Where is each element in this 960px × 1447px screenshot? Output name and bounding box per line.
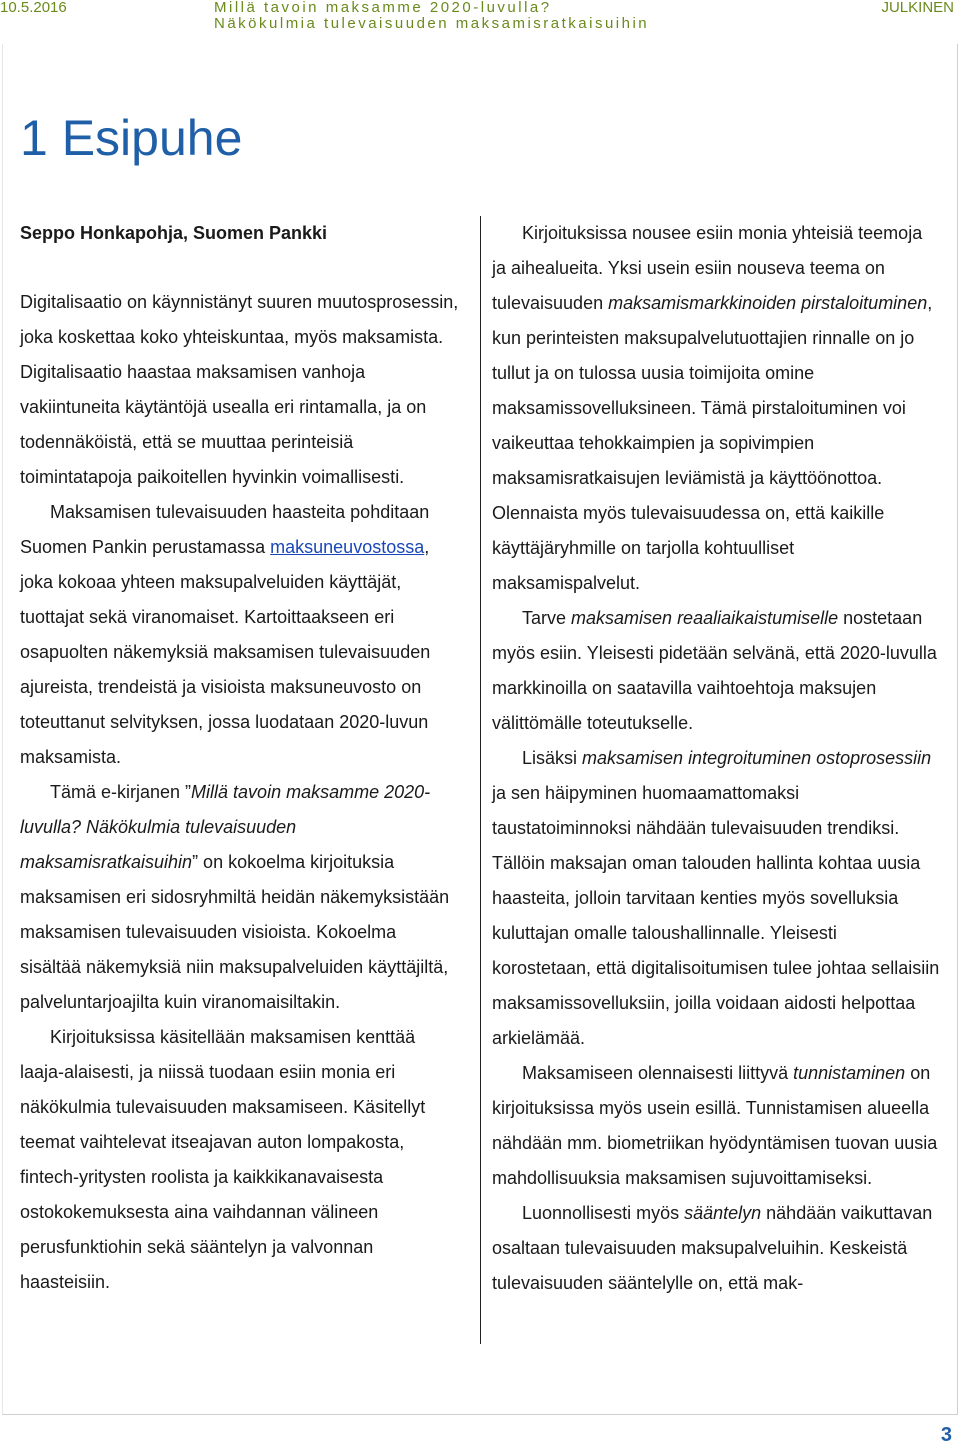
right-p4-text-a: Maksamiseen olennaisesti liittyvä bbox=[522, 1063, 794, 1083]
header-date: 10.5.2016 bbox=[0, 0, 67, 16]
header-title-line1: Millä tavoin maksamme 2020-luvulla? bbox=[214, 0, 552, 16]
right-p2-text-b: nostetaan myös esiin. Yleisesti pidetään selvänä, että 2020-luvulla markkinoilla on saatavilla vaihtoehtoja maksujen välittömälle toteutukselle. bbox=[492, 608, 937, 733]
header-classification: JULKINEN bbox=[881, 0, 954, 16]
right-paragraph-2 bbox=[492, 601, 940, 741]
right-column bbox=[492, 216, 940, 1301]
maksuneuvosto-link[interactable]: maksuneuvostossa bbox=[270, 537, 425, 557]
right-p5-emphasis: sääntelyn bbox=[684, 1203, 762, 1223]
right-p3-text-b: ja sen häipyminen huomaamattomaksi taustatoiminnoksi nähdään tulevaisuuden trendiksi. Tällöin maksajan oman talouden hallinta kohtaa uusia haasteita, jolloin tarvitaan kenties myös sovelluksia kuluttajan omalle taloushallinnalle. Yleisesti korostetaan, että digitalisoitumisen tulee johtaa sellaisiin maksamissovelluksiin, joilla voidaan aidosti helpottaa arkielämää. bbox=[492, 783, 940, 1048]
right-paragraph-1 bbox=[492, 216, 940, 601]
right-p1-text-b: , kun perinteisten maksupalvelutuottajien rinnalle on jo tullut ja on tulossa uusia toimijoita omine maksamissovelluksineen. Tämä pirstaloituminen voi vaikeuttaa tehokkaimpien ja sopivimpien maksamisratkaisujen leviämistä ja käyttöönottoa. Olennaista myös tulevaisuudessa on, että kaikille käyttäjäryhmille on tarjolla kohtuulliset maksamispalvelut. bbox=[492, 293, 933, 593]
left-paragraph-4: Kirjoituksissa käsitellään maksamisen kenttää laaja-alaisesti, ja niissä tuodaan esiin monia eri näkökulmia tulevaisuuden maksamiseen. Käsitellyt teemat vaihtelevat itseajavan auton lompakosta, fintech-yritysten roolista ja kaikkikanavaisesta ostokokemuksesta aina vaihdannan välineen perusfunktiohin sekä sääntelyn ja valvonnan haasteisiin. bbox=[20, 1027, 426, 1292]
right-p3-text-a: Lisäksi bbox=[522, 748, 583, 768]
page-number: 3 bbox=[940, 1424, 952, 1446]
right-p1-text-a: Kirjoituksissa nousee esiin monia yhteisiä teemoja ja aihealueita. Yksi usein esiin nouseva teema on tulevaisuuden bbox=[492, 223, 923, 313]
left-p2-text-b: , joka kokoaa yhteen maksupalveluiden käyttäjät, tuottajat sekä viranomaiset. Kartoittaakseen eri osapuolten näkemyksiä maksamisen tulevaisuuden ajureista, trendeistä ja visioista maksuneuvosto on toteuttanut selvityksen, jossa luodataan 2020-luvun maksamista. bbox=[20, 537, 431, 767]
right-p2-emphasis: maksamisen reaaliaikaistumiselle bbox=[571, 608, 839, 628]
left-column bbox=[20, 216, 460, 1300]
right-p5-text-b: nähdään vaikuttavan osaltaan tulevaisuuden maksupalveluihin. Keskeistä tulevaisuuden sääntelylle on, että mak- bbox=[492, 1203, 933, 1293]
right-paragraph-5 bbox=[492, 1196, 940, 1301]
right-p3-emphasis: maksamisen integroituminen ostoprosessiin bbox=[582, 748, 932, 768]
left-p3-text-b: ” on kokoelma kirjoituksia maksamisen eri sidosryhmiltä heidän näkemyksistään maksamisen tulevaisuuden visioista. Kokoelma sisältää näkemyksiä niin maksupalveluiden käyttäjiltä, palveluntarjoajilta kuin viranomaisiltakin. bbox=[20, 852, 450, 1012]
header-title-line2: Näkökulmia tulevaisuuden maksamisratkaisuihin bbox=[214, 15, 650, 32]
column-divider bbox=[480, 216, 481, 1344]
left-paragraph-2 bbox=[20, 495, 460, 775]
chapter-title: 1 Esipuhe bbox=[20, 110, 243, 166]
right-paragraph-4 bbox=[492, 1056, 940, 1196]
left-p3-text-a: Tämä e-kirjanen ” bbox=[50, 782, 192, 802]
right-p2-text-a: Tarve bbox=[522, 608, 572, 628]
left-paragraph-3 bbox=[20, 775, 460, 1020]
right-p4-emphasis: tunnistaminen bbox=[793, 1063, 906, 1083]
left-p3-emphasis: Millä tavoin maksamme 2020-luvulla? Näkökulmia tulevaisuuden maksamisratkaisuihin bbox=[20, 782, 431, 872]
left-paragraph-1: Digitalisaatio on käynnistänyt suuren muutosprosessin, joka koskettaa koko yhteiskuntaa, myös maksamista. Digitalisaatio haastaa maksamisen vanhoja vakiintuneita käytäntöjä usealla eri rintamalla, ja on todennäköistä, että se muuttaa perinteisiä toimintatapoja paikoitellen hyvinkin voimallisesti. bbox=[20, 292, 459, 487]
right-paragraph-3 bbox=[492, 741, 940, 1056]
header-title bbox=[214, 0, 774, 32]
right-p5-text-a: Luonnollisesti myös bbox=[522, 1203, 685, 1223]
author-line: Seppo Honkapohja, Suomen Pankki bbox=[20, 223, 328, 243]
right-p1-emphasis: maksamismarkkinoiden pirstaloituminen bbox=[608, 293, 928, 313]
right-p4-text-b: on kirjoituksissa myös usein esillä. Tunnistamisen alueella nähdään mm. biometriikan hyödyntämisen tuovan uusia mahdollisuuksia maksamisen sujuvoittamiseksi. bbox=[492, 1063, 938, 1188]
left-p2-text-a: Maksamisen tulevaisuuden haasteita pohditaan Suomen Pankin perustamassa bbox=[20, 502, 430, 557]
